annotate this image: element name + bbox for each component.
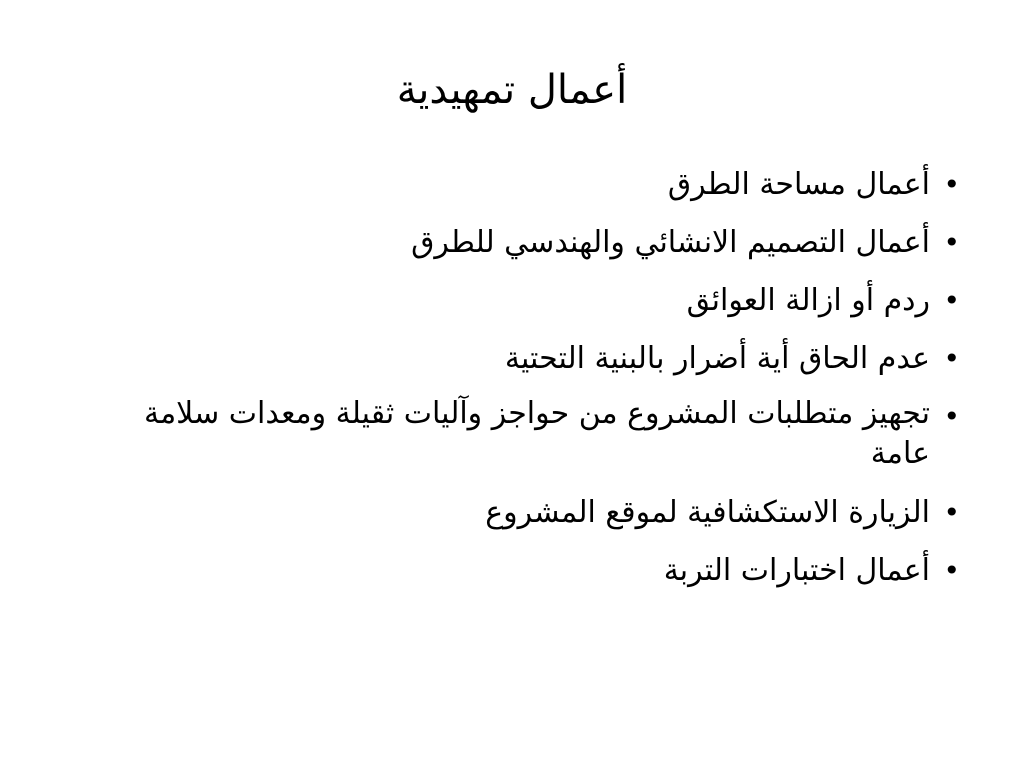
bullet-list	[84, 162, 964, 606]
bullet-item: • تجهيز متطلبات المشروع من حواجز وآليات ثقيلة ومعدات سلامة عامة	[84, 394, 964, 474]
bullet-item: • أعمال مساحة الطرق	[84, 162, 964, 208]
slide-title: أعمال تمهيدية	[396, 67, 628, 113]
bullet-item: • أعمال التصميم الانشائي والهندسي للطرق	[84, 220, 964, 266]
bullet-item: • عدم الحاق أية أضرار بالبنية التحتية	[84, 336, 964, 382]
bullet-item: • الزيارة الاستكشافية لموقع المشروع	[84, 490, 964, 536]
bullet-item: • أعمال اختبارات التربة	[84, 548, 964, 594]
bullet-item: • ردم أو ازالة العوائق	[84, 278, 964, 324]
